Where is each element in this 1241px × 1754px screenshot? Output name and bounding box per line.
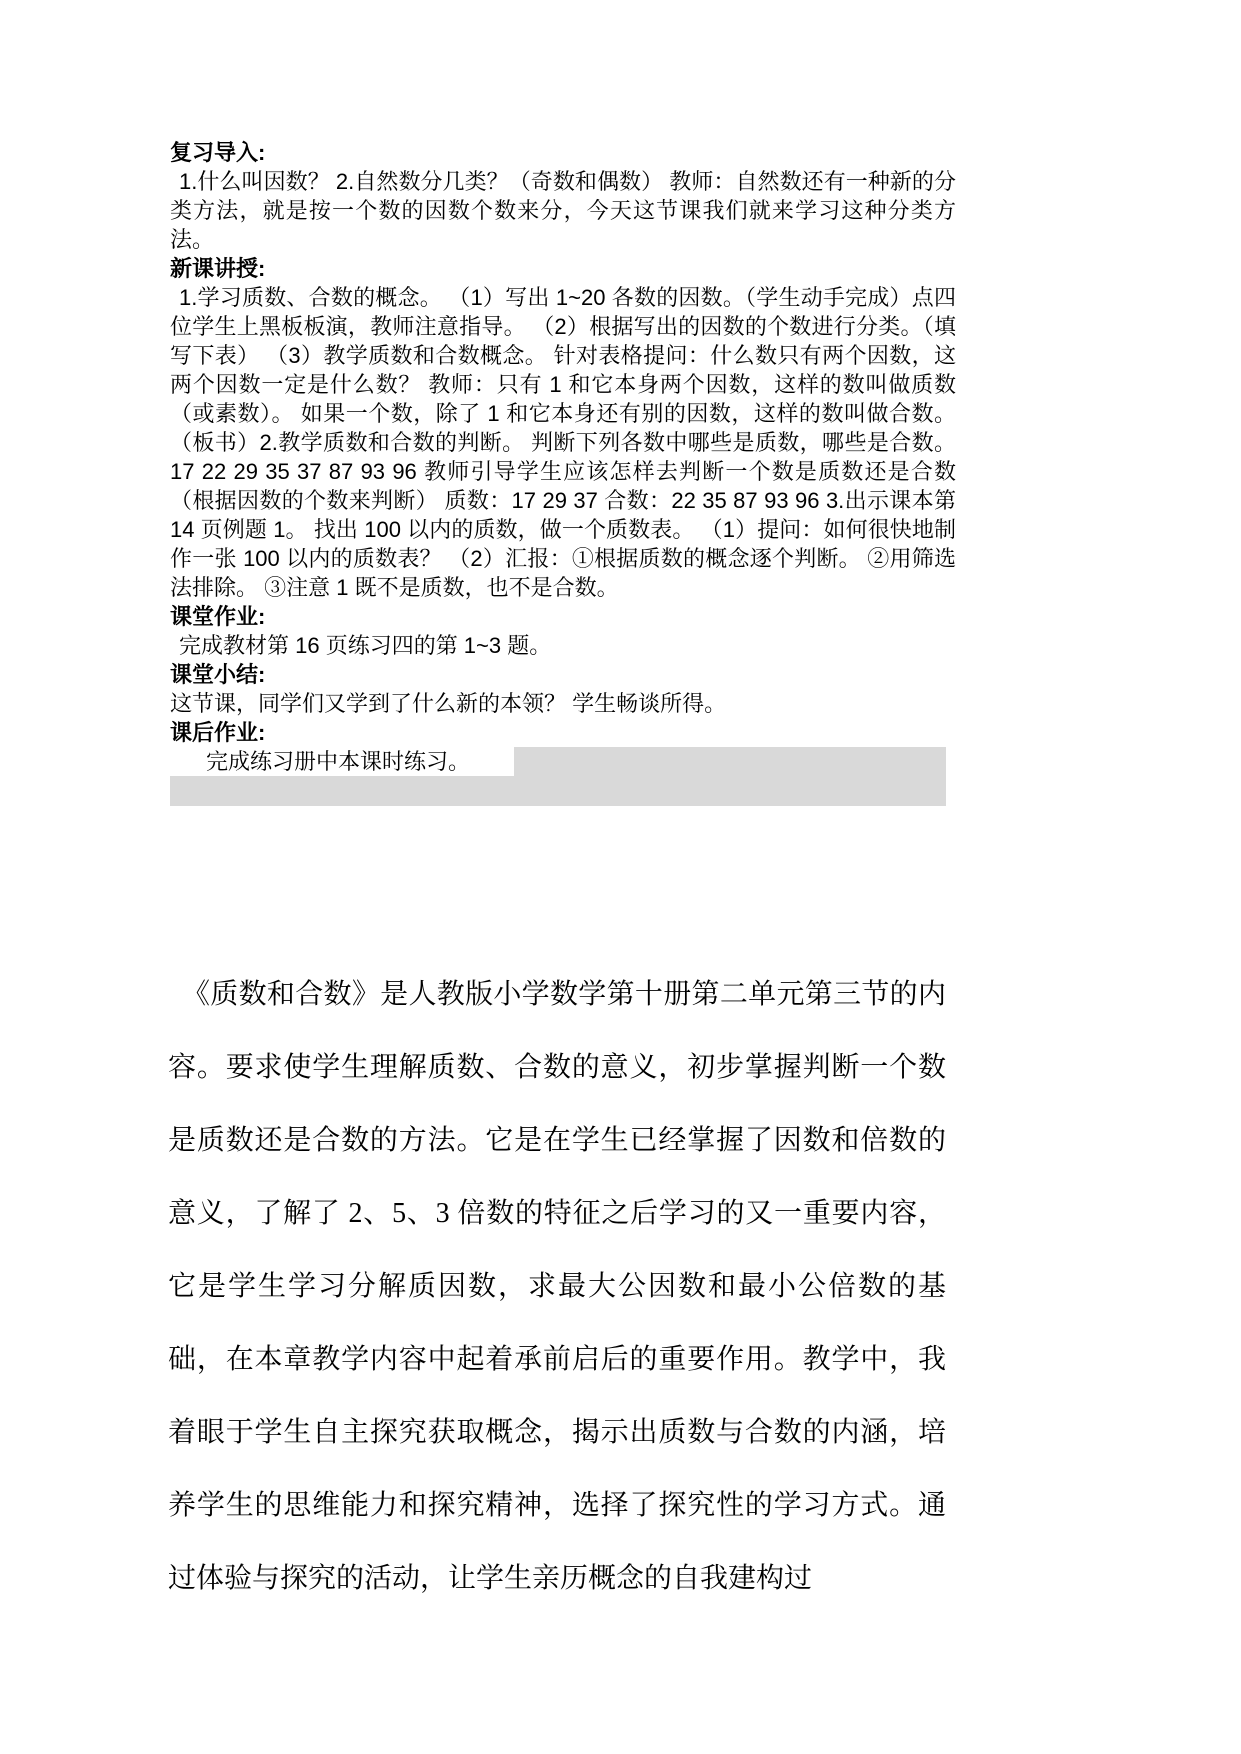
highlight-selection-line xyxy=(170,776,946,806)
paragraph-class-exercise: 完成教材第 16 页练习四的第 1~3 题。 xyxy=(179,633,552,658)
heading-new-lesson: 新课讲授: xyxy=(170,256,266,281)
reflection-paragraph: 《质数和合数》是人教版小学数学第十册第二单元第三节的内容。要求使学生理解质数、合数的意义，初步掌握判断一个数是质数还是合数的方法。它是在学生已经掌握了因数和倍数的意义，了解了 2、5、3 倍数的特征之后学习的又一重要内容，它是学生学习分解质因数，求最大公因数和最小公倍数的基础，在本章教学内容中起着承前启后的重要作用。教学中，我着眼于学生自主探究获取概念，揭示出质数与合数的内涵，培养学生的思维能力和探究精神，选择了探究性的学习方式。通过体验与探究的活动，让学生亲历概念的自我建构过 xyxy=(168,979,946,1594)
paragraph-homework: 完成练习册中本课时练习。 xyxy=(170,747,514,776)
lesson-plan-block xyxy=(170,138,956,806)
heading-class-summary: 课堂小结: xyxy=(170,662,266,687)
paragraph-new-lesson: 1.学习质数、合数的概念。 （1）写出 1~20 各数的因数。（学生动手完成）点四位学生上黑板板演，教师注意指导。 （2）根据写出的因数的个数进行分类。（填写下表） （3）教学质数和合数概念。 针对表格提问：什么数只有两个因数，这两个因数一定是什么数？ 教师：只有 1 和它本身两个因数，这样的数叫做质数（或素数）。 如果一个数，除了 1 和它本身还有别的因数，这样的数叫做合数。（板书）2.教学质数和合数的判断。 判断下列各数中哪些是质数，哪些是合数。 17 22 29 35 37 87 93 96 教师引导学生应该怎样去判断一个数是质数还是合数（根据因数的个数来判断） 质数：17 29 37 合数：22 35 87 93 96 3.出示课本第 14 页例题 1。 找出 100 以内的质数，做一个质数表。 （1）提问：如何很快地制作一张 100 以内的质数表？ （2）汇报：①根据质数的概念逐个判断。 ②用筛选法排除。 ③注意 1 既不是质数，也不是合数。 xyxy=(170,285,956,600)
homework-line xyxy=(170,747,946,776)
heading-homework: 课后作业: xyxy=(170,720,266,745)
paragraph-review-intro: 1.什么叫因数？ 2.自然数分几类？（奇数和偶数） 教师：自然数还有一种新的分类方法，就是按一个数的因数个数来分，今天这节课我们就来学习这种分类方法。 xyxy=(170,169,956,252)
heading-review-intro: 复习导入: xyxy=(170,140,266,165)
heading-class-exercise: 课堂作业: xyxy=(170,604,266,629)
homework-highlight-block xyxy=(170,747,946,806)
highlight-selection xyxy=(514,747,946,776)
paragraph-class-summary: 这节课，同学们又学到了什么新的本领？ 学生畅谈所得。 xyxy=(170,691,727,716)
